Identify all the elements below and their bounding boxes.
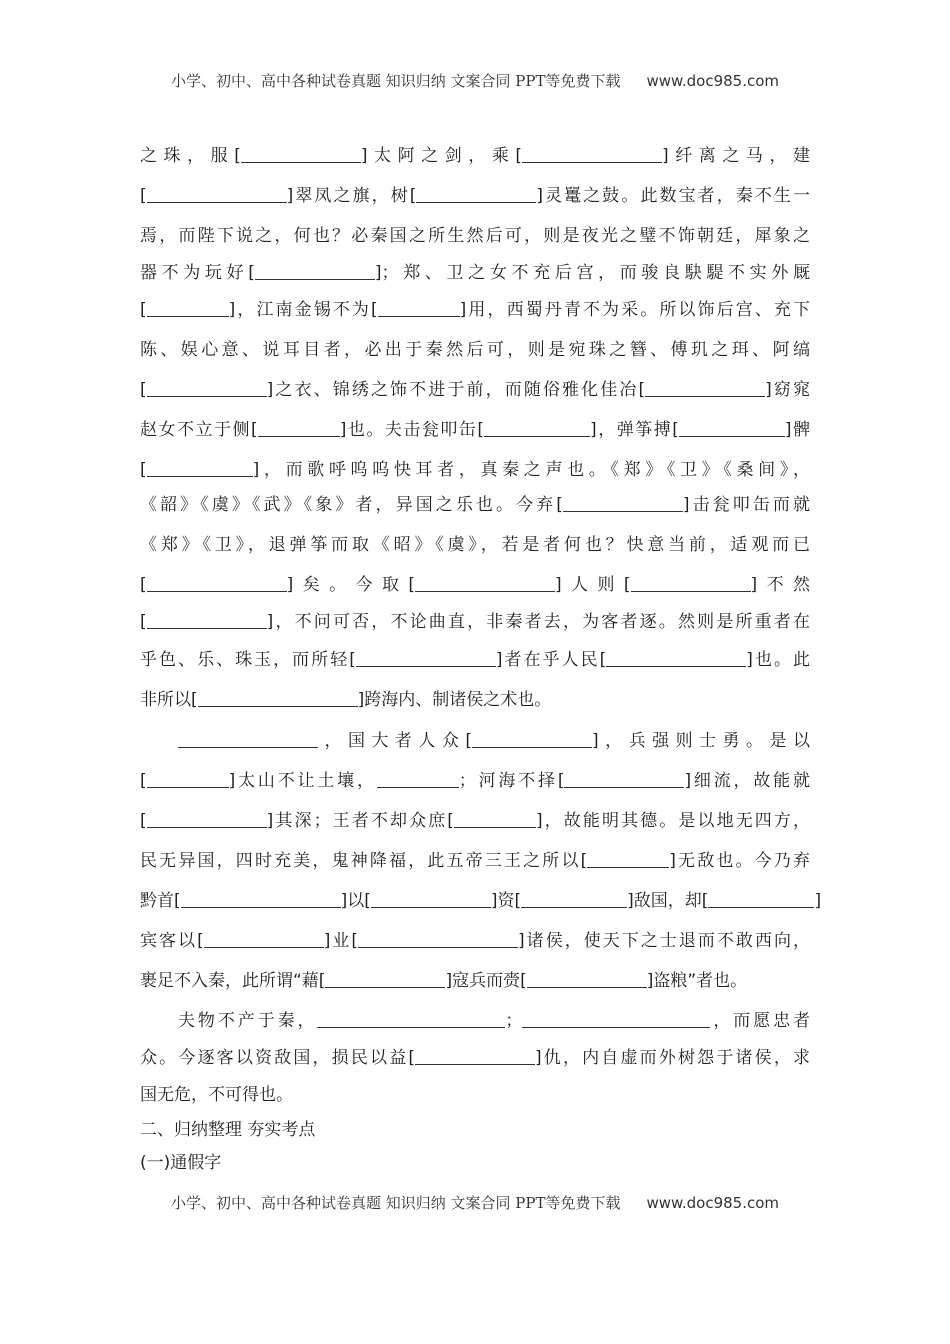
text-segment: ]窈窕 [765, 380, 810, 400]
fill-blank[interactable] [371, 890, 491, 908]
text-line [140, 143, 810, 169]
fill-blank[interactable] [527, 970, 647, 988]
fill-blank[interactable] [415, 574, 555, 592]
text-segment: [ [140, 186, 147, 206]
text-line [140, 768, 810, 794]
text-line [140, 417, 810, 443]
fill-blank[interactable] [181, 890, 341, 908]
text-line [140, 457, 810, 483]
text-segment: [ [140, 460, 147, 480]
text-segment: ]用，西蜀丹青不为采。所以饰后宫、充下 [459, 300, 811, 320]
text-line [140, 968, 810, 994]
text-segment: ，国大者人众[ [318, 731, 473, 751]
text-line [140, 808, 810, 834]
text-segment: 民无异国，四时充美，鬼神降福，此五帝三王之所以[ [140, 851, 588, 871]
text-segment: ]敌国，却[ [627, 891, 709, 911]
text-segment: ]；郑、卫之女不充后宫，而骏良駃騠不实外厩 [374, 263, 810, 283]
text-segment: ]人则[ [555, 575, 631, 595]
fill-blank[interactable] [564, 770, 684, 788]
fill-blank[interactable] [317, 1010, 505, 1028]
text-segment: 赵女不立于侧[ [140, 420, 258, 440]
text-segment: [ [140, 771, 147, 791]
text-line [140, 1082, 810, 1108]
subsection-title: (一)通假字 [140, 1153, 222, 1173]
fill-blank[interactable] [147, 299, 229, 317]
fill-blank[interactable] [147, 185, 287, 203]
text-segment: ]之衣、锦绣之饰不进于前，而随俗雅化佳冶[ [266, 380, 646, 400]
text-segment: [ [140, 612, 147, 632]
text-line [140, 928, 810, 954]
text-segment: ]盗粮”者也。 [646, 971, 748, 991]
text-segment: ，而愿忠者 [710, 1011, 811, 1031]
text-segment: 乎色、乐、珠玉，而所轻[ [140, 650, 356, 670]
text-segment: ]细流，故能就 [684, 771, 810, 791]
text-line [140, 572, 810, 598]
fill-blank[interactable] [631, 574, 751, 592]
text-segment: ]纤离之马，建 [662, 146, 810, 166]
fill-blank[interactable] [198, 689, 358, 707]
text-line [140, 492, 810, 518]
text-line [140, 223, 810, 249]
fill-blank[interactable] [147, 611, 267, 629]
text-segment: ]，江南金锡不为[ [228, 300, 378, 320]
text-line [140, 297, 810, 323]
text-segment: ]不然 [750, 575, 811, 595]
text-segment: ] [814, 891, 822, 911]
text-segment: [ [140, 811, 147, 831]
fill-blank[interactable] [472, 730, 592, 748]
text-line [140, 260, 810, 286]
text-segment: ]，而歌呼呜呜快耳者，真秦之声也。《郑》《卫》《桑间》， [252, 460, 810, 480]
text-segment: ； [505, 1011, 523, 1031]
text-line [140, 687, 810, 713]
fill-blank[interactable] [204, 930, 324, 948]
text-line [140, 1045, 810, 1071]
text-segment: ]太阿之剑，乘[ [360, 146, 523, 166]
text-segment: ]仇，内自虚而外树怨于诸侯，求 [535, 1048, 810, 1068]
text-line [140, 609, 810, 635]
text-segment: ]无敌也。今乃弃 [669, 851, 810, 871]
fill-blank[interactable] [178, 730, 318, 748]
fill-blank[interactable] [147, 810, 267, 828]
footer-site: www.doc985.com [646, 1194, 780, 1212]
text-segment: 黔首[ [140, 891, 181, 911]
text-segment: ]以[ [340, 891, 371, 911]
text-segment: 《郑》《卫》，退弹筝而取《昭》《虞》，若是者何也？快意当前，适观而已 [140, 535, 810, 555]
text-segment: [ [140, 300, 147, 320]
fill-blank[interactable] [415, 1047, 535, 1065]
fill-blank[interactable] [325, 970, 445, 988]
text-segment: [ [140, 380, 147, 400]
fill-blank[interactable] [587, 850, 669, 868]
text-segment: 焉，而陛下说之，何也？必秦国之所生然后可，则是夜光之璧不饰朝廷，犀象之 [140, 226, 810, 246]
text-segment: ]灵鼍之鼓。此数宝者，秦不生一 [536, 186, 810, 206]
fill-blank[interactable] [378, 299, 460, 317]
fill-blank[interactable] [521, 890, 627, 908]
fill-blank[interactable] [147, 379, 267, 397]
fill-blank[interactable] [708, 890, 814, 908]
fill-blank[interactable] [484, 419, 590, 437]
fill-blank[interactable] [563, 494, 683, 512]
fill-blank[interactable] [606, 649, 746, 667]
text-segment: 宾客以[ [140, 931, 204, 951]
text-line [140, 848, 810, 874]
text-segment: 之珠，服[ [140, 146, 241, 166]
text-segment: 器不为玩好[ [140, 263, 255, 283]
fill-blank[interactable] [522, 145, 662, 163]
text-segment: ]诸侯，使天下之士退而不敢西向， [518, 931, 810, 951]
text-segment: ]者在乎人民[ [495, 650, 607, 670]
text-segment: [ [140, 575, 147, 595]
text-line [140, 183, 810, 209]
fill-blank[interactable] [454, 810, 536, 828]
section-title: 二、归纳整理 夯实考点 [140, 1120, 316, 1140]
text-segment: ]也。此 [746, 650, 810, 670]
text-line [140, 647, 810, 673]
text-segment: ]，兵强则士勇。是以 [592, 731, 810, 751]
text-segment: 国无危，不可得也。 [140, 1085, 293, 1105]
text-line [140, 888, 822, 914]
fill-blank[interactable] [416, 185, 536, 203]
text-segment: ]击瓮叩缶而就 [682, 495, 810, 515]
text-segment: ]，不问可否，不论曲直，非秦者去，为客者逐。然则是所重者在 [266, 612, 810, 632]
text-segment: ]其深；王者不却众庶[ [266, 811, 454, 831]
text-segment: 众。今逐客以资敌国，损民以益[ [140, 1048, 415, 1068]
fill-blank[interactable] [147, 574, 287, 592]
text-segment: 夫物不产于秦， [178, 1011, 318, 1031]
text-segment: ]髀 [784, 420, 811, 440]
text-line [140, 532, 810, 558]
page-footer [0, 1192, 950, 1213]
fill-blank[interactable] [377, 770, 459, 788]
header-text: 小学、初中、高中各种试卷真题 知识归纳 文案合同 PPT等免费下载 [170, 72, 621, 90]
fill-blank[interactable] [679, 419, 785, 437]
text-segment: ]资[ [490, 891, 522, 911]
text-segment: 《韶》《虞》《武》《象》者，异国之乐也。今弃[ [140, 495, 563, 515]
fill-blank[interactable] [147, 459, 253, 477]
text-segment: ]跨海内、制诸侯之术也。 [357, 690, 552, 710]
text-segment: ]，弹筝搏[ [590, 420, 679, 440]
text-line [140, 728, 810, 754]
header-site: www.doc985.com [646, 72, 780, 90]
text-segment: ]矣。今取[ [286, 575, 415, 595]
fill-blank[interactable] [258, 419, 340, 437]
fill-blank[interactable] [241, 145, 361, 163]
text-segment: ]太山不让土壤， [228, 771, 377, 791]
fill-blank[interactable] [147, 770, 229, 788]
text-segment: ]翠凤之旗，树[ [286, 186, 417, 206]
text-segment: ]也。夫击瓮叩缶[ [339, 420, 485, 440]
text-segment: 陈、娱心意、说耳目者，必出于秦然后可，则是宛珠之簪、傅玑之珥、阿缟 [140, 340, 810, 360]
page-header [0, 70, 950, 91]
text-segment: 裹足不入秦，此所谓“藉[ [140, 971, 326, 991]
text-segment: 非所以[ [140, 690, 198, 710]
fill-blank[interactable] [255, 262, 375, 280]
fill-blank[interactable] [358, 930, 518, 948]
text-segment: ；河海不择[ [458, 771, 565, 791]
text-segment: ]业[ [323, 931, 359, 951]
text-line [140, 337, 810, 363]
footer-text: 小学、初中、高中各种试卷真题 知识归纳 文案合同 PPT等免费下载 [170, 1194, 621, 1212]
fill-blank[interactable] [356, 649, 496, 667]
text-line [140, 377, 810, 403]
fill-blank[interactable] [522, 1010, 710, 1028]
text-segment: ]，故能明其德。是以地无四方， [535, 811, 811, 831]
text-line [140, 1008, 810, 1034]
fill-blank[interactable] [645, 379, 765, 397]
text-segment: ]寇兵而赍[ [445, 971, 527, 991]
